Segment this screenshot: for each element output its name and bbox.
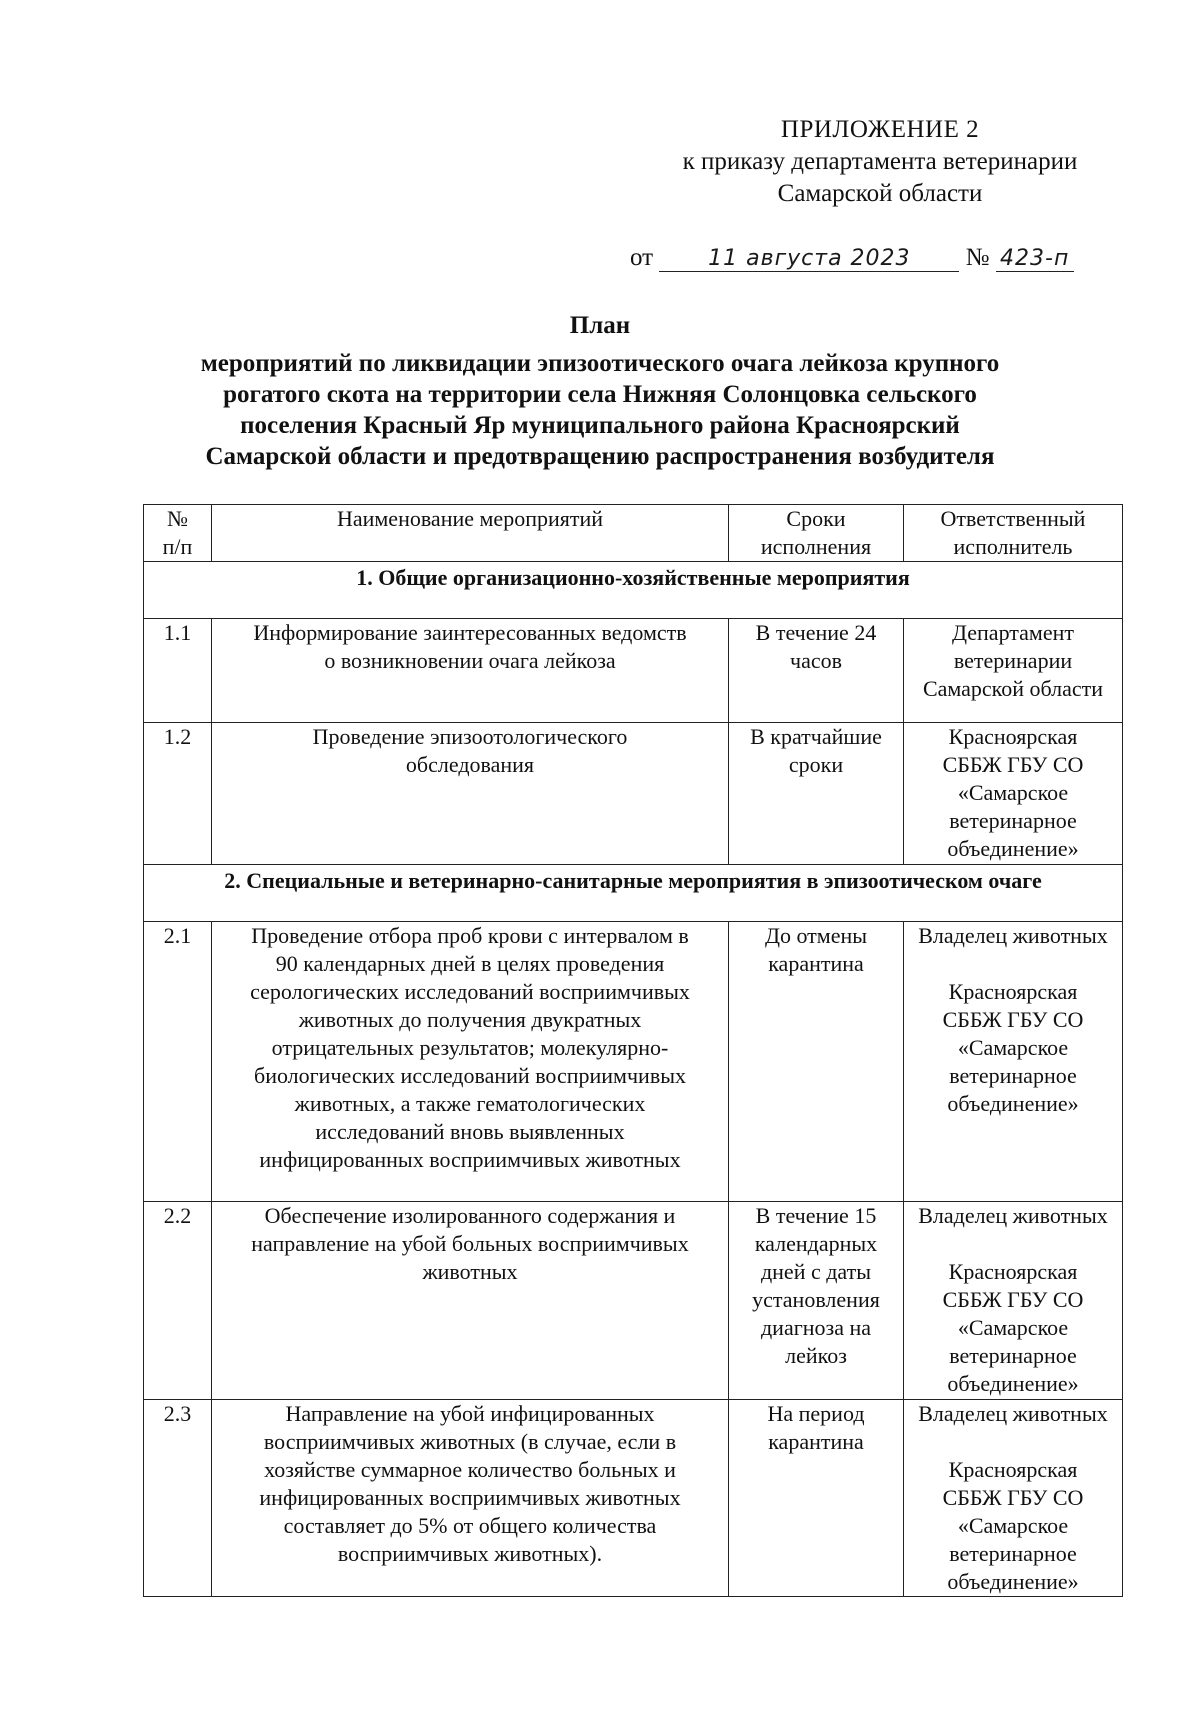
row-number: 2.3: [144, 1400, 212, 1597]
measure-deadline: В течение 15 календарных дней с даты установления диагноза на лейкоз: [729, 1202, 904, 1400]
subtitle-line: поселения Красный Яр муниципального района Красноярский: [240, 412, 960, 439]
table-row: [144, 1202, 1123, 1400]
blank-spacer: [912, 950, 1114, 978]
measure-deadline: До отмены карантина: [729, 922, 904, 1202]
column-header-name: Наименование мероприятий: [212, 505, 729, 562]
order-date-number-line: [630, 244, 1130, 284]
measure-responsible-cell: [904, 1400, 1123, 1597]
measure-responsible-cell: [904, 922, 1123, 1202]
row-number: 1.2: [144, 723, 212, 865]
measure-name: Проведение отбора проб крови с интервалом в 90 календарных дней в целях проведения серологических исследований восприимчивых животных до получения двукратных отрицательных результатов; молекулярно- биологических исследований восприимчивых животных, а также гематологических исследований вновь выявленных инфицированных восприимчивых животных: [212, 922, 729, 1202]
blank-spacer: [912, 1428, 1114, 1456]
number-label: №: [965, 244, 990, 271]
table-row: [144, 922, 1123, 1202]
table-row: [144, 619, 1123, 723]
section-title: 2. Специальные и ветеринарно-санитарные мероприятия в эпизоотическом очаге: [144, 865, 1123, 922]
appendix-label: ПРИЛОЖЕНИЕ 2: [780, 116, 980, 143]
plan-subtitle: [150, 348, 1050, 472]
responsible-owner: Владелец животных: [918, 1203, 1108, 1228]
measure-deadline: В кратчайшие сроки: [729, 723, 904, 865]
measure-name: Информирование заинтересованных ведомств о возникновении очага лейкоза: [212, 619, 729, 723]
document-title: [150, 310, 1050, 472]
measures-table: [143, 504, 1123, 1597]
measure-responsible: Красноярская СББЖ ГБУ СО «Самарское ветеринарное объединение»: [904, 723, 1123, 865]
subtitle-line: рогатого скота на территории села Нижняя Солонцовка сельского: [223, 381, 977, 408]
table-row: [144, 1400, 1123, 1597]
row-number: 2.2: [144, 1202, 212, 1400]
measure-responsible: Департамент ветеринарии Самарской области: [904, 619, 1123, 723]
measure-deadline: На период карантина: [729, 1400, 904, 1597]
handwritten-date: 11 августа 2023: [659, 246, 959, 272]
section-row: [144, 865, 1123, 922]
subtitle-line: мероприятий по ликвидации эпизоотического очага лейкоза крупного: [200, 350, 1000, 377]
measure-responsible-cell: [904, 1202, 1123, 1400]
row-number: 1.1: [144, 619, 212, 723]
responsible-owner: Владелец животных: [918, 1401, 1108, 1426]
column-header-deadline: Сроки исполнения: [729, 505, 904, 562]
table-row: [144, 723, 1123, 865]
date-from-label: от: [630, 244, 654, 271]
order-reference-line2: Самарской области: [777, 180, 983, 207]
column-header-responsible: Ответственный исполнитель: [904, 505, 1123, 562]
column-header-number: № п/п: [144, 505, 212, 562]
plan-heading: План: [569, 312, 631, 339]
measure-deadline: В течение 24 часов: [729, 619, 904, 723]
measure-name: Обеспечение изолированного содержания и направление на убой больных восприимчивых животных: [212, 1202, 729, 1400]
order-reference-line1: к приказу департамента ветеринарии: [682, 148, 1078, 175]
responsible-owner: Владелец животных: [918, 923, 1108, 948]
row-number: 2.1: [144, 922, 212, 1202]
subtitle-line: Самарской области и предотвращению распространения возбудителя: [205, 443, 995, 470]
blank-spacer: [912, 1230, 1114, 1258]
table-header-row: [144, 505, 1123, 562]
section-row: [144, 562, 1123, 619]
measure-name: Направление на убой инфицированных восприимчивых животных (в случае, если в хозяйстве суммарное количество больных и инфицированных восприимчивых животных составляет до 5% от общего количества восприимчивых животных).: [212, 1400, 729, 1597]
measure-responsible: Красноярская СББЖ ГБУ СО «Самарское ветеринарное объединение»: [942, 1457, 1084, 1594]
appendix-header: [640, 114, 1120, 210]
section-title: 1. Общие организационно-хозяйственные мероприятия: [144, 562, 1123, 619]
handwritten-order-number: 423-п: [996, 246, 1074, 272]
measure-responsible: Красноярская СББЖ ГБУ СО «Самарское ветеринарное объединение»: [942, 1259, 1084, 1396]
measure-name: Проведение эпизоотологического обследования: [212, 723, 729, 865]
measure-responsible: Красноярская СББЖ ГБУ СО «Самарское ветеринарное объединение»: [942, 979, 1084, 1116]
